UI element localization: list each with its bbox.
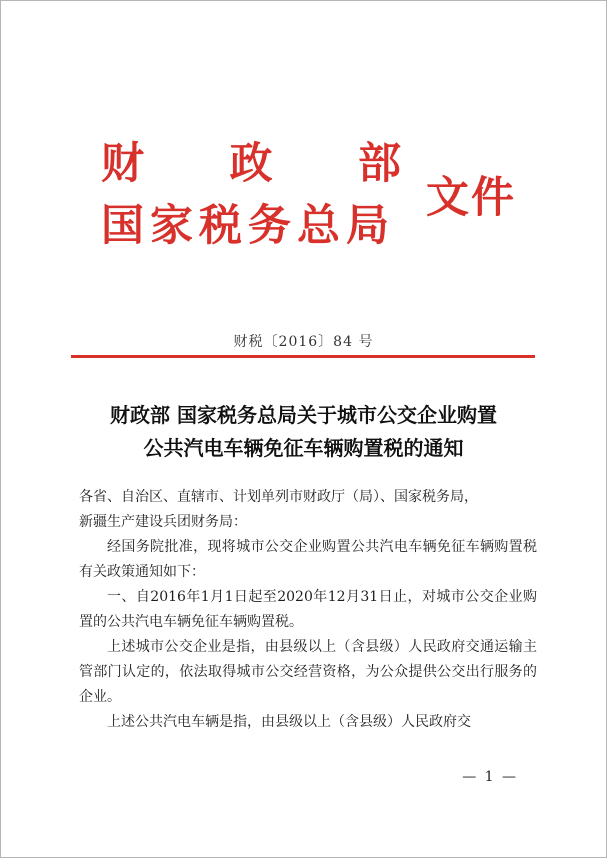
issuer-state-tax-administration: 国家税务总局 [101, 201, 395, 251]
body-paragraph: 上述城市公交企业是指，由县级以上（含县级）人民政府交通运输主管部门认定的，依法取得城市公交经营资格，为公众提供公交出行服务的企业。 [79, 639, 537, 705]
red-divider [71, 355, 535, 358]
issuer-ministry-of-finance [101, 139, 401, 189]
page-number: — 1 — [462, 769, 518, 785]
title-line-2: 公共汽电车辆免征车辆购置税的通知 [143, 436, 464, 460]
issuer-char: 财 [101, 139, 144, 189]
document-number: 财税〔2016〕84 号 [233, 334, 374, 350]
notice-title [41, 399, 566, 465]
document-type-label: 文件 [426, 173, 516, 223]
issuer-char: 政 [229, 139, 273, 189]
body-paragraph: 经国务院批准，现将城市公交企业购置公共汽电车辆免征车辆购置税有关政策通知如下： [79, 539, 537, 580]
addressee-line: 新疆生产建设兵团财务局： [79, 514, 247, 530]
addressee-line: 各省、自治区、直辖市、计划单列市财政厅（局）、国家税务局， [79, 489, 478, 505]
notice-body [79, 485, 537, 735]
issuing-authorities [101, 139, 401, 251]
body-paragraph: 一、自2016年1月1日起至2020年12月31日止，对城市公交企业购置的公共汽电车辆免征车辆购置税。 [79, 589, 537, 630]
title-line-1: 财政部 国家税务总局关于城市公交企业购置 [110, 403, 497, 427]
body-paragraph: 上述公共汽电车辆是指，由县级以上（含县级）人民政府交 [107, 714, 471, 730]
issuer-char: 部 [358, 139, 401, 189]
